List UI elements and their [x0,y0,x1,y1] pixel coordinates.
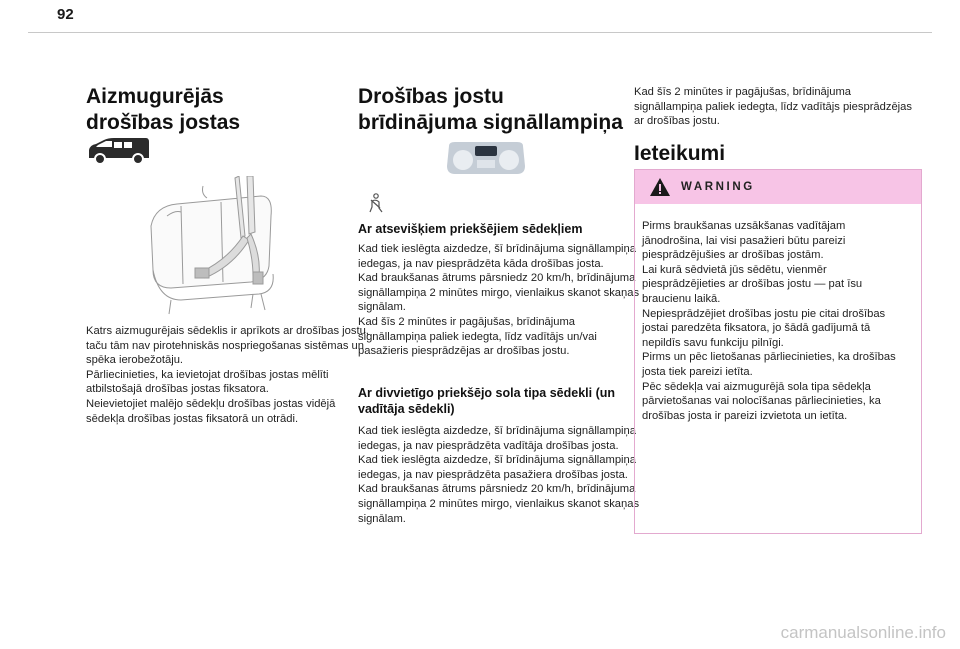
page-number: 92 [57,6,74,23]
van-side-icon [86,136,166,166]
section-title-recommendations: Ieteikumi [634,142,726,165]
watermark: carmanualsonline.info [780,623,946,642]
warning-header [635,170,921,204]
subsection1-heading: Ar atsevišķiem priekšējiem sēdekļiem [358,222,583,236]
subsection2-heading: Ar divvietīgo priekšējo sola tipa sēdekli (un vadītāja sēdekli) [358,386,616,416]
instrument-cluster-icon [443,140,543,180]
warning-text: Pirms braukšanas uzsākšanas vadītājam jānodrošina, lai visi pasažieri būtu pareizi piesprādzējušies ar drošības jostām. Lai kurā sēdvietā jūs sēdētu, vienmēr piesprādzējieties ar drošības jostu — pat īsu braucienu laikā. Nepiesprādzējiet drošības jostu pie citai drošības jostai paredzēta fiksatora, jo šādā gadījumā tā nepildīs savu funkciju pilnīgi. Pirms un pēc lietošanas pārliecinieties, ka drošības josta tiek pareizi ietīta. Pēc sēdekļa vai aizmugurējā sola tipa sēdekļa pārvietošanas vai nolocīšanas pārliecinieties, ka drošības josta ir pareizi izvietota un ietīta. [642,220,896,422]
warning-title: WARNING [681,181,755,193]
subsection1-text: Kad tiek ieslēgta aizdedze, šī brīdinājuma signāllampiņa iedegas, ja nav piesprādzēta kāda drošības josta. Kad braukšanas ātrums pārsniedz 20 km/h, brīdinājuma signāllampiņa 2 minūtes mirgo, vienlaikus skanot skaņas signālam. Kad šīs 2 minūtes ir pagājušas, brīdinājuma signāllampiņa paliek iedegta, līdz vadītājs un/vai pasažieris piesprādzējas ar drošības jostu. [358,243,640,358]
intro-text: Kad šīs 2 minūtes ir pagājušas, brīdinājuma signāllampiņa paliek iedegta, līdz vadītājs piesprādzējas ar drošības jostu. [634,86,912,128]
seatbelt-warning-icon [367,193,387,215]
section-title-seatbelt-warning: Drošības jostu brīdinājuma signāllampiņa [358,85,623,134]
warning-box [634,169,922,534]
warning-triangle-icon [649,177,671,197]
section-title-rear-belts: Aizmugurējās drošības jostas [86,85,241,134]
rear-seat-belts-illustration [141,176,301,326]
subsection2-text: Kad tiek ieslēgta aizdedze, šī brīdinājuma signāllampiņa iedegas, ja nav piesprādzēta vadītāja drošības josta. Kad tiek ieslēgta aizdedze, šī brīdinājuma signāllampiņa iedegas, ja nav piesprādzēta pasažiera drošības josta. Kad braukšanas ātrums pārsniedz 20 km/h, brīdinājuma signāllampiņa 2 minūtes mirgo, vienlaikus skanot skaņas signālam. [358,425,640,525]
header-divider [28,32,932,33]
rear-belts-text: Katrs aizmugurējais sēdeklis ir aprīkots ar drošības jostu, taču tām nav pirotehniskās nospriegošanas sistēmas un spēka ierobežotāju. Pārliecinieties, ka ievietojat drošības jostas mēlīti atbilstošajā drošības jostas fiksatora. Neievietojiet malējo sēdekļu drošības jostas vidējā sēdekļa drošības jostas fiksatorā un otrādi. [86,325,369,425]
